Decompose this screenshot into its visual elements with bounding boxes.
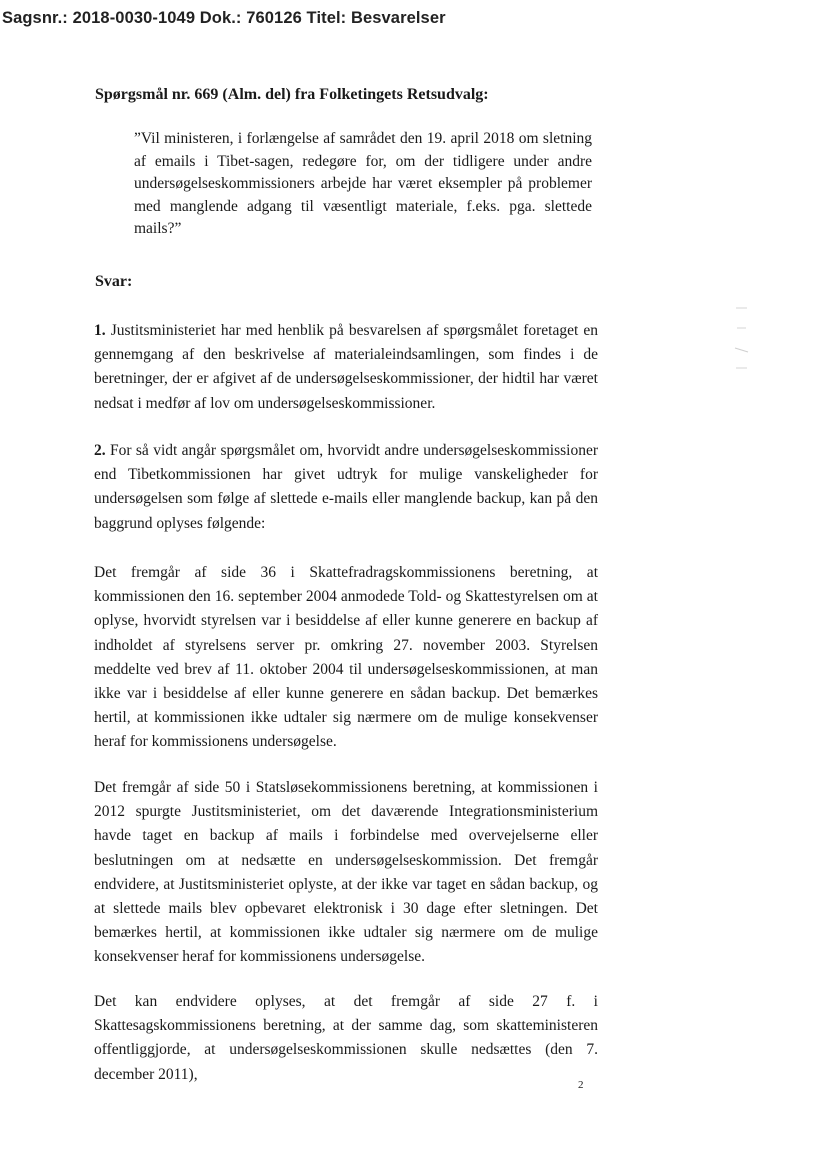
document-header: Sagsnr.: 2018-0030-1049 Dok.: 760126 Titel: Besvarelser bbox=[2, 9, 446, 27]
question-quote: ”Vil ministeren, i forlængelse af samrådet den 19. april 2018 om sletning af emails i Tibet-sagen, redegøre for, om der tidligere under andre undersøgelseskommissioners arbejde har været eksempler på problemer med manglende adgang til væsentligt materiale, f.eks. pga. slettede mails?” bbox=[134, 130, 592, 238]
answer-paragraph-2 bbox=[94, 439, 598, 536]
question-title: Spørgsmål nr. 669 (Alm. del) fra Folketingets Retsudvalg: bbox=[95, 86, 489, 103]
paragraph-text: Justitsministeriet har med henblik på besvarelsen af spørgsmålet foretaget en gennemgang af den beskrivelse af materialeindsamlingen, som findes i de beretninger, der er afgivet af de undersøgelseskommissioner, der hidtil har været nedsat i medfør af lov om undersøgelseskommissioner. bbox=[94, 322, 599, 412]
page-number: 2 bbox=[578, 1079, 584, 1091]
paragraph-text: For så vidt angår spørgsmålet om, hvorvidt andre undersøgelseskommissioner end Tibetkommissionen har givet udtryk for mulige vanskeligheder for undersøgelsen som følge af slettede e-mails eller manglende backup, kan på den baggrund oplyses følgende: bbox=[94, 442, 598, 532]
answer-paragraph-4: Det fremgår af side 50 i Statsløsekommissionens beretning, at kommissionen i 2012 spurgte Justitsministeriet, om det daværende Integrationsministerium havde taget en backup af mails i forbindelse med overvejelserne eller beslutningen om at nedsætte en undersøgelseskommission. Det fremgår endvidere, at Justitsministeriet oplyste, at der ikke var taget en sådan backup, og at slettede mails blev opbevaret elektronisk i 30 dage efter sletningen. Det bemærkes hertil, at kommissionen ikke udtaler sig nærmere om de mulige konsekvenser heraf for kommissionens undersøgelse. bbox=[94, 779, 598, 966]
paragraph-number: 1. bbox=[94, 322, 106, 339]
answer-paragraph-1 bbox=[94, 319, 598, 416]
scan-margin-marks bbox=[733, 300, 749, 380]
paragraph-number: 2. bbox=[94, 442, 106, 459]
answer-paragraph-3: Det fremgår af side 36 i Skattefradragskommissionens beretning, at kommissionen den 16. september 2004 anmodede Told- og Skattestyrelsen om at oplyse, hvorvidt styrelsen var i besiddelse af eller kunne generere en backup af indholdet af styrelsens server pr. omkring 27. november 2003. Styrelsen meddelte ved brev af 11. oktober 2004 til undersøgelseskommissionen, at man ikke var i besiddelse af eller kunne generere en sådan backup. Det bemærkes hertil, at kommissionen ikke udtaler sig nærmere om de mulige konsekvenser heraf for kommissionens undersøgelse. bbox=[94, 564, 598, 751]
answer-heading: Svar: bbox=[95, 273, 133, 290]
answer-paragraph-5: Det kan endvidere oplyses, at det fremgår af side 27 f. i Skattesagskommissionens beretning, at der samme dag, som skatteministeren offentliggjorde, at undersøgelseskommissionen skulle nedsættes (den 7. december 2011), bbox=[94, 993, 598, 1083]
